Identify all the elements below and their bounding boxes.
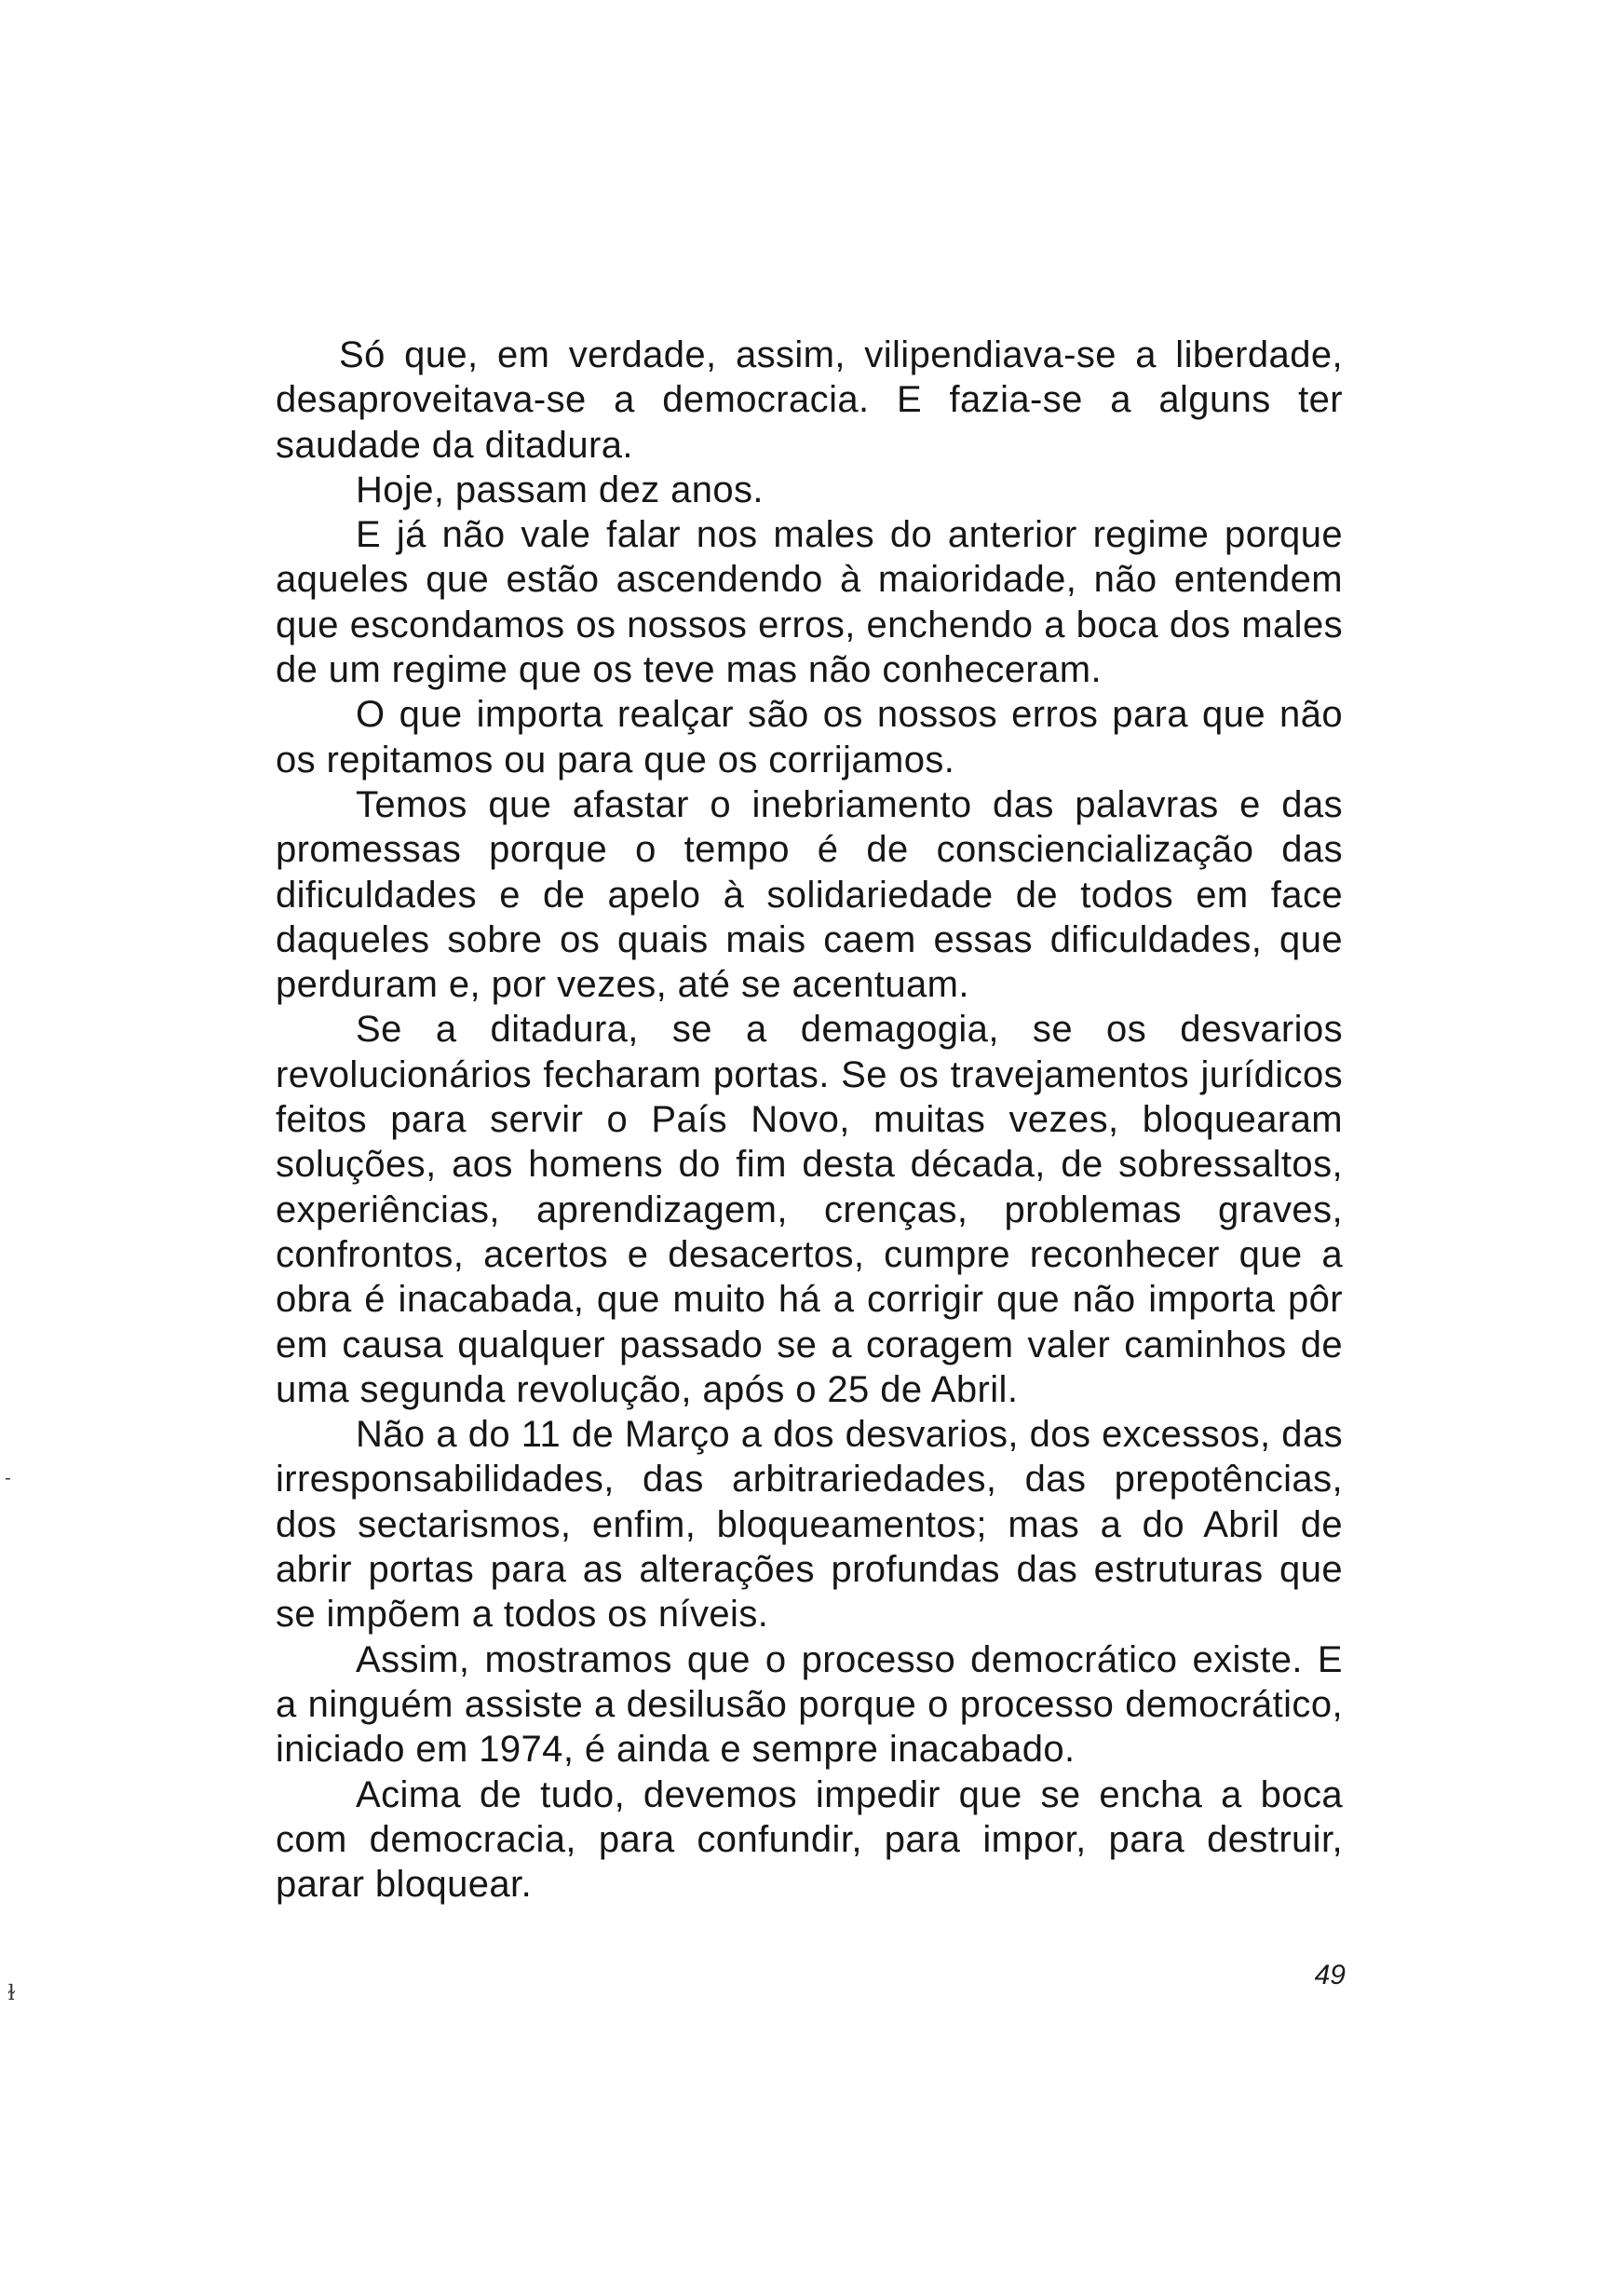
paragraph: O que importa realçar são os nossos erros para que não os repitamos ou para que os corrijamos. (276, 694, 1343, 781)
paragraph: Hoje, passam dez anos. (356, 469, 764, 510)
paragraph: Assim, mostramos que o processo democrático existe. E a ninguém assiste a desilusão porque o processo democrático, iniciado em 1974, é ainda e sempre inacabado. (276, 1638, 1343, 1771)
paragraph: Temos que afastar o inebriamento das palavras e das promessas porque o tempo é de consciencialização das dificuldades e de apelo à solidariedade de todos em face daqueles sobre os quais mais caem essas dificuldades, que perduram e, por vezes, até se acentuam. (276, 783, 1343, 1006)
paragraph: Acima de tudo, devemos impedir que se encha a boca com democracia, para confundir, para impor, para destruir, parar bloquear. (276, 1773, 1343, 1906)
body-text (276, 333, 1343, 1907)
page-number: 49 (1314, 1960, 1346, 1990)
paragraph: Não a do 11 de Março a dos desvarios, dos excessos, das irresponsabilidades, das arbitrariedades, das prepotências, dos sectarismos, enfim, bloqueamentos; mas a do Abril de abrir portas para as alterações profundas das estruturas que se impõem a todos os níveis. (276, 1414, 1343, 1636)
paragraph: Se a ditadura, se a demagogia, se os desvarios revolucionários fecharam portas. Se os travejamentos jurídicos feitos para servir o País Novo, muitas vezes, bloquearam soluções, aos homens do fim desta década, de sobressaltos, experiências, aprendizagem, crenças, problemas graves, confrontos, acertos e desacertos, cumpre reconhecer que a obra é inacabada, que muito há a corrigir que não importa pôr em causa qualquer passado se a coragem valer caminhos de uma segunda revolução, após o 25 de Abril. (276, 1009, 1343, 1410)
paragraph: E já não vale falar nos males do anterior regime porque aqueles que estão ascendendo à maioridade, não entendem que escondamos os nossos erros, enchendo a boca dos males de um regime que os teve mas não conheceram. (276, 514, 1343, 691)
margin-glyph-mark: ɫ (7, 1982, 16, 2005)
paragraph: Só que, em verdade, assim, vilipendiava-se a liberdade, desaproveitava-se a democracia. E fazia-se a alguns ter saudade da ditadura. (276, 334, 1343, 466)
margin-dash-mark: - (5, 1466, 11, 1488)
